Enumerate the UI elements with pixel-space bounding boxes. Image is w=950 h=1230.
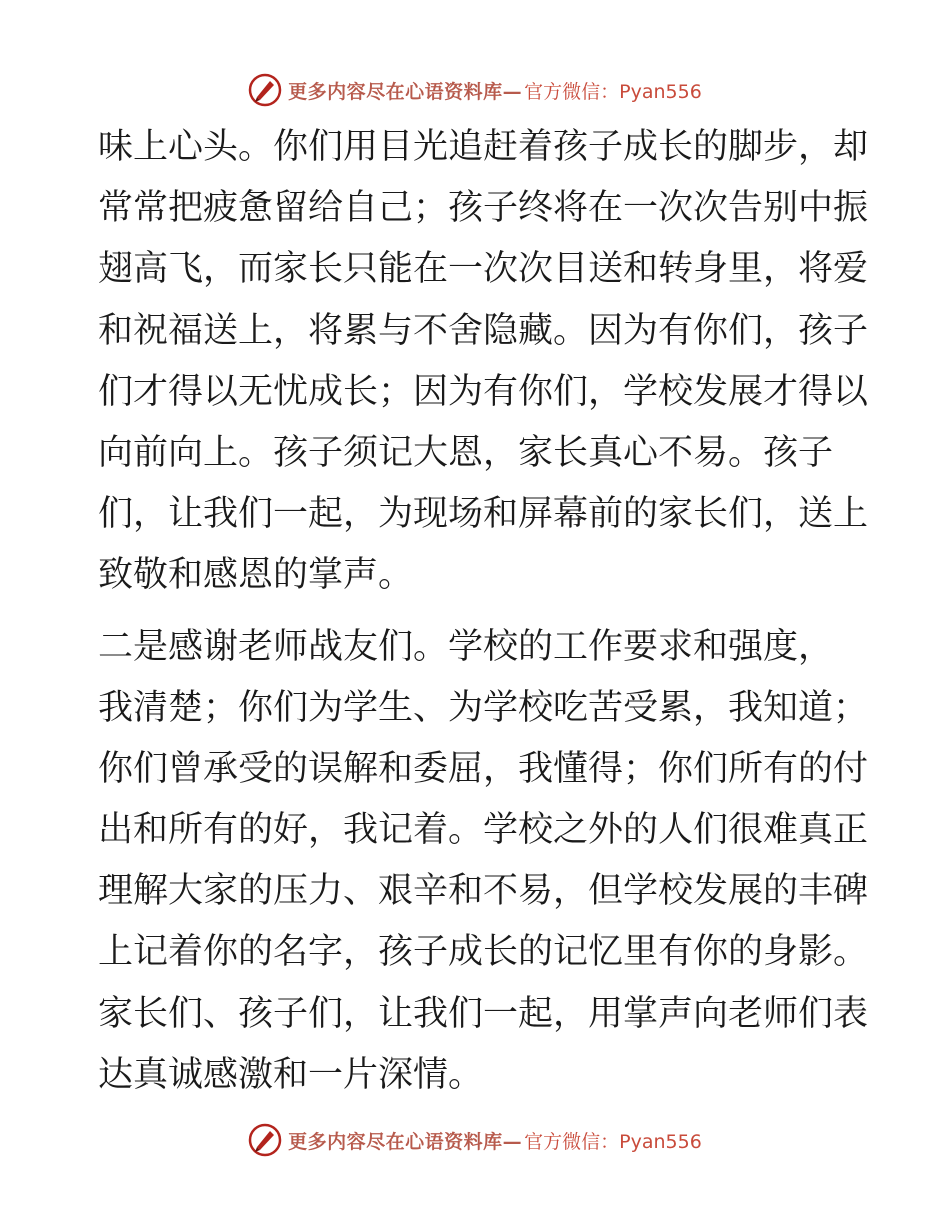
text-line: 们，让我们一起，为现场和屏幕前的家长们，送上 [98, 494, 869, 535]
text-line: 们才得以无忧成长；因为有你们，学校发展才得以 [98, 371, 869, 412]
banner-text: 更多内容尽在心语资料库— [288, 1130, 523, 1153]
text-line: 向前向上。孩子须记大恩，家长真心不易。孩子 [98, 432, 834, 473]
text-line: 常常把疲惫留给自己；孩子终将在一次次告别中振 [98, 188, 869, 229]
text-line: 你们曾承受的误解和委屈，我懂得；你们所有的付 [98, 748, 869, 789]
text-line: 味上心头。你们用目光追赶着孩子成长的脚步，却 [98, 127, 869, 167]
text-line: 和祝福送上，将累与不舍隐藏。因为有你们，孩子 [98, 310, 869, 351]
document-body [98, 117, 869, 1106]
text-line: 上记着你的名字，孩子成长的记忆里有你的身影。 [98, 932, 869, 973]
paragraph [98, 117, 869, 607]
text-line: 家长们、孩子们，让我们一起，用掌声向老师们表 [98, 993, 869, 1034]
pen-nib-logo-icon [248, 73, 282, 107]
banner-text: 更多内容尽在心语资料库— [288, 80, 523, 103]
pen-nib-logo-icon [248, 1123, 282, 1157]
paragraph-gap [98, 607, 852, 617]
paragraph [98, 617, 869, 1107]
text-line: 达真诚感激和一片深情。 [98, 1054, 484, 1095]
text-line: 出和所有的好，我记着。学校之外的人们很难真正 [98, 810, 869, 851]
text-line: 理解大家的压力、艰辛和不易，但学校发展的丰碑 [98, 871, 869, 912]
text-line: 我清楚；你们为学生、为学校吃苦受累，我知道； [98, 687, 869, 728]
footer-banner [0, 1120, 950, 1160]
banner-wechat: 官方微信：Pyan556 [524, 80, 702, 103]
text-line: 致敬和感恩的掌声。 [98, 555, 414, 596]
text-line: 翅高飞，而家长只能在一次次目送和转身里，将爱 [98, 249, 869, 290]
header-banner [0, 70, 950, 110]
banner-wechat: 官方微信：Pyan556 [524, 1130, 702, 1153]
text-line: 二是感谢老师战友们。学校的工作要求和强度， [98, 626, 834, 667]
